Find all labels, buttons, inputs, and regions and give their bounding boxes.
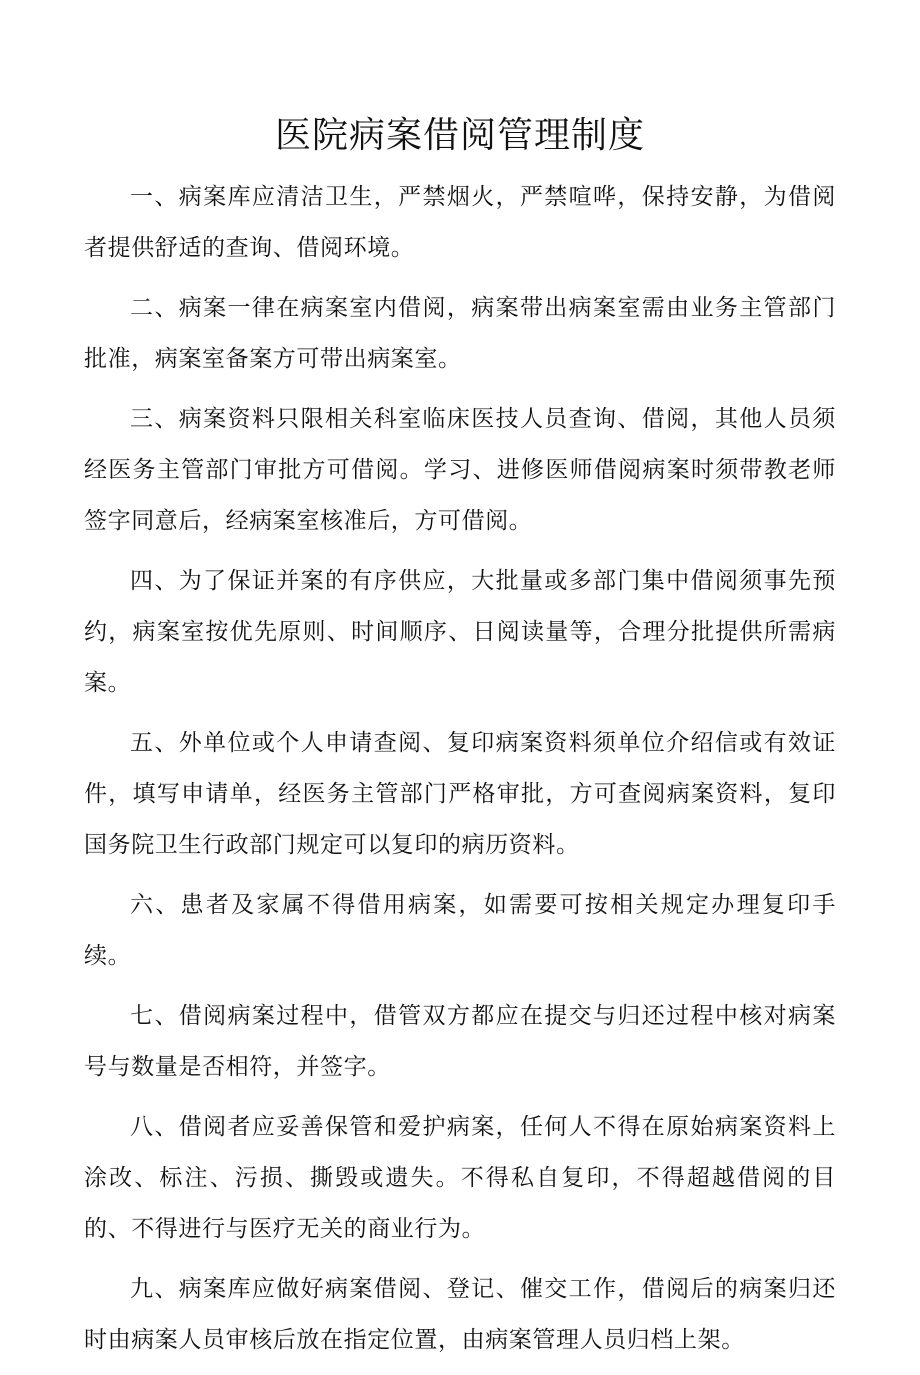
paragraph-1: 一、病案库应清洁卫生，严禁烟火，严禁喧哗，保持安静，为借阅者提供舒适的查询、借阅环境。 xyxy=(84,184,836,261)
paragraph-7: 七、借阅病案过程中，借管双方都应在提交与归还过程中核对病案号与数量是否相符，并签字。 xyxy=(84,1003,836,1080)
paragraph-5: 五、外单位或个人申请查阅、复印病案资料须单位介绍信或有效证件，填写申请单，经医务主管部门严格审批，方可查阅病案资料，复印国务院卫生行政部门规定可以复印的病历资料。 xyxy=(84,730,836,858)
document-body xyxy=(84,172,836,1375)
document-title: 医院病案借阅管理制度 xyxy=(274,115,645,156)
paragraph-4: 四、为了保证并案的有序供应，大批量或多部门集中借阅须事先预约，病案室按优先原则、时间顺序、日阅读量等，合理分批提供所需病案。 xyxy=(84,568,836,696)
paragraph-6: 六、患者及家属不得借用病案，如需要可按相关规定办理复印手续。 xyxy=(84,892,836,969)
paragraph-3: 三、病案资料只限相关科室临床医技人员查询、借阅，其他人员须经医务主管部门审批方可借阅。学习、进修医师借阅病案时须带教老师签字同意后，经病案室核准后，方可借阅。 xyxy=(84,406,836,534)
paragraph-8: 八、借阅者应妥善保管和爱护病案，任何人不得在原始病案资料上涂改、标注、污损、撕毁或遗失。不得私自复印，不得超越借阅的目的、不得进行与医疗无关的商业行为。 xyxy=(84,1114,836,1242)
paragraph-2: 二、病案一律在病案室内借阅，病案带出病案室需由业务主管部门批准，病案室备案方可带出病案室。 xyxy=(84,295,836,372)
paragraph-9: 九、病案库应做好病案借阅、登记、催交工作，借阅后的病案归还时由病案人员审核后放在指定位置，由病案管理人员归档上架。 xyxy=(84,1276,836,1353)
